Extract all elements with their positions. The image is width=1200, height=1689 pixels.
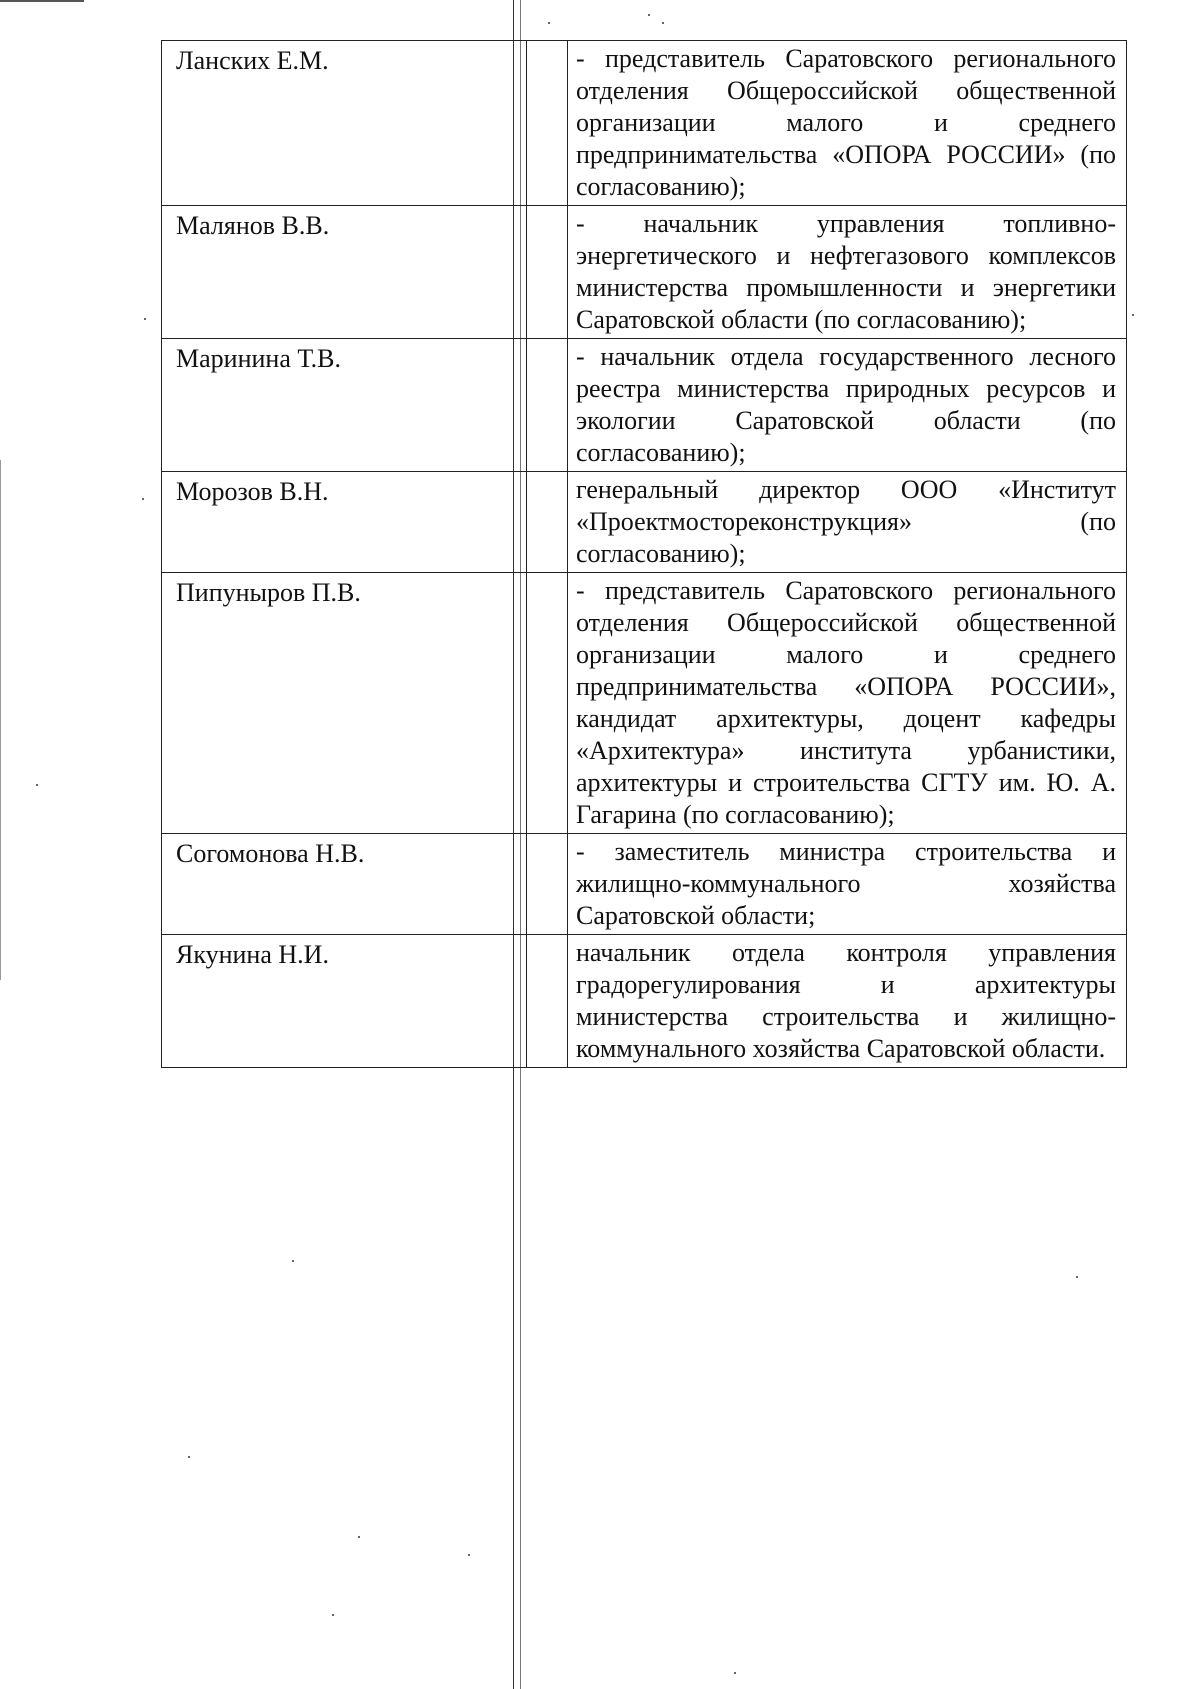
scan-speck xyxy=(292,1260,294,1262)
member-role: - представитель Саратовского регионального отделения Общероссийской общественной организации малого и среднего предпринимательства «ОПОРА РОССИИ», кандидат архитектуры, доцент кафедры «Архитектура» института урбанистики, архитектуры и строительства СГТУ им. Ю. А. Гагарина (по согласованию); xyxy=(568,573,1127,834)
spacer-cell xyxy=(527,935,568,1068)
member-role: генеральный директор ООО «Институт «Проектмостореконструкция» (по согласованию); xyxy=(568,472,1127,573)
scan-speck xyxy=(548,22,550,24)
member-name: Пипуныров П.В. xyxy=(162,573,527,834)
spacer-cell xyxy=(527,339,568,472)
table-row xyxy=(162,573,1127,834)
commission-members-table xyxy=(161,40,1127,1068)
spacer-cell xyxy=(527,573,568,834)
spacer-cell xyxy=(527,41,568,206)
table-row xyxy=(162,41,1127,206)
member-name: Ланских Е.М. xyxy=(162,41,527,206)
scan-speck xyxy=(142,498,144,500)
member-name: Морозов В.Н. xyxy=(162,472,527,573)
table-row xyxy=(162,935,1127,1068)
spacer-cell xyxy=(527,834,568,935)
member-role: - начальник отдела государственного лесного реестра министерства природных ресурсов и экологии Саратовской области (по согласованию); xyxy=(568,339,1127,472)
scan-speck xyxy=(332,1614,334,1616)
scan-speck xyxy=(36,784,38,786)
scan-left-edge xyxy=(0,460,1,980)
table-row xyxy=(162,339,1127,472)
spacer-cell xyxy=(527,206,568,339)
scan-speck xyxy=(358,1536,360,1538)
scan-speck xyxy=(662,22,664,24)
table-row xyxy=(162,834,1127,935)
member-name: Якунина Н.И. xyxy=(162,935,527,1068)
member-name: Маринина Т.В. xyxy=(162,339,527,472)
scan-speck xyxy=(1076,1276,1078,1278)
scan-speck xyxy=(188,1456,190,1458)
scan-speck xyxy=(468,1554,470,1556)
scan-speck xyxy=(648,14,650,16)
member-role: начальник отдела контроля управления градорегулирования и архитектуры министерства строительства и жилищно-коммунального хозяйства Саратовской области. xyxy=(568,935,1127,1068)
scan-speck xyxy=(1132,314,1134,316)
member-role: - представитель Саратовского регионального отделения Общероссийской общественной организации малого и среднего предпринимательства «ОПОРА РОССИИ» (по согласованию); xyxy=(568,41,1127,206)
member-name: Согомонова Н.В. xyxy=(162,834,527,935)
member-name: Малянов В.В. xyxy=(162,206,527,339)
scan-speck xyxy=(734,1672,736,1674)
table-row xyxy=(162,472,1127,573)
scan-artifact-top-line xyxy=(0,0,84,2)
member-role: - начальник управления топливно-энергетического и нефтегазового комплексов министерства промышленности и энергетики Саратовской области (по согласованию); xyxy=(568,206,1127,339)
spacer-cell xyxy=(527,472,568,573)
scan-speck xyxy=(144,318,146,320)
member-role: - заместитель министра строительства и жилищно-коммунального хозяйства Саратовской области; xyxy=(568,834,1127,935)
table-row xyxy=(162,206,1127,339)
